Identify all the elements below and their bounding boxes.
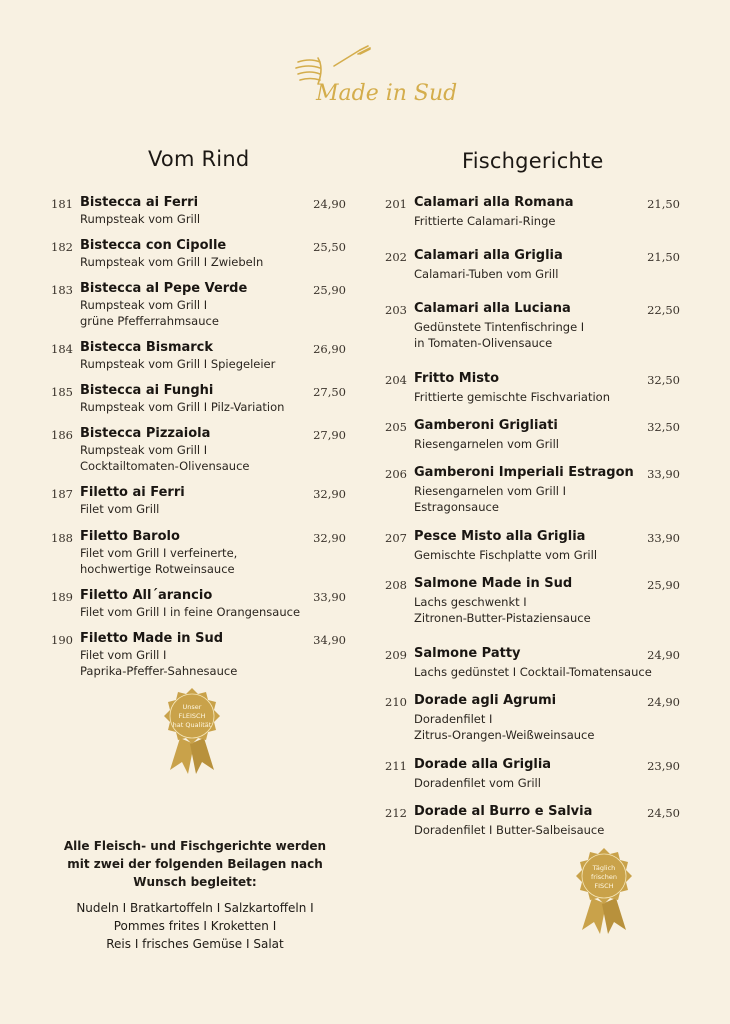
dish-description: Estragonsauce	[414, 500, 499, 514]
side-dish-list: Nudeln I Bratkartoffeln I Salzkartoffeln I Pommes frites I Kroketten I Reis I frisches Gemüse I Salat	[76, 901, 314, 951]
dish-name: Dorade alla Griglia	[414, 757, 552, 772]
item-number: 184	[51, 342, 73, 356]
dish-price: 24,50	[647, 806, 680, 820]
dish-description: Paprika-Pfeffer-Sahnesauce	[80, 664, 238, 678]
dish-price: 21,50	[647, 197, 680, 211]
dish-description: Lachs gedünstet I Cocktail-Tomatensauce	[414, 665, 652, 679]
item-number: 187	[51, 487, 73, 501]
dish-name: Calamari alla Luciana	[414, 301, 571, 316]
dish-price: 25,90	[313, 283, 346, 297]
dish-price: 26,90	[313, 342, 346, 356]
dish-price: 23,90	[647, 759, 680, 773]
item-number: 183	[51, 283, 73, 297]
dish-description: Filet vom Grill I in feine Orangensauce	[80, 605, 301, 619]
dish-description: Filet vom Grill I	[80, 648, 167, 662]
dish-price: 33,90	[313, 590, 346, 604]
dish-description: in Tomaten-Olivensauce	[414, 336, 553, 350]
item-number: 189	[51, 590, 73, 604]
dish-price: 34,90	[313, 633, 346, 647]
dish-description: Rumpsteak vom Grill	[80, 212, 201, 226]
item-number: 181	[51, 197, 73, 211]
dish-price: 33,90	[647, 467, 680, 481]
item-number: 204	[385, 373, 407, 387]
item-number: 190	[51, 633, 73, 647]
dish-name: Salmone Patty	[414, 646, 521, 661]
dish-price: 22,50	[647, 303, 680, 317]
dish-description: Doradenfilet I Butter-Salbeisauce	[414, 823, 605, 837]
dish-price: 24,90	[313, 197, 346, 211]
item-number: 207	[385, 531, 407, 545]
dish-name: Bistecca al Pepe Verde	[80, 281, 248, 296]
dish-name: Bistecca con Cipolle	[80, 238, 227, 253]
dish-name: Salmone Made in Sud	[414, 576, 573, 591]
dish-name: Gamberoni Imperiali Estragon	[414, 465, 634, 480]
dish-description: Riesengarnelen vom Grill	[414, 437, 559, 451]
dish-description: Rumpsteak vom Grill I	[80, 443, 208, 457]
dish-name: Bistecca ai Funghi	[80, 383, 214, 398]
dish-name: Pesce Misto alla Griglia	[414, 529, 586, 544]
dish-price: 24,90	[647, 695, 680, 709]
dish-name: Filetto ai Ferri	[80, 485, 185, 500]
dish-description: Lachs geschwenkt I	[414, 595, 527, 609]
dish-price: 32,90	[313, 531, 346, 545]
item-number: 208	[385, 578, 407, 592]
dish-description: Frittierte Calamari-Ringe	[414, 214, 556, 228]
badge-line: hat Qualität	[172, 721, 212, 729]
item-number: 202	[385, 250, 407, 264]
dish-description: Gemischte Fischplatte vom Grill	[414, 548, 598, 562]
item-number: 209	[385, 648, 407, 662]
dish-name: Bistecca Pizzaiola	[80, 426, 211, 441]
dish-price: 32,50	[647, 373, 680, 387]
logo-text: Made in Sud	[316, 81, 458, 106]
section-title-meat: Vom Rind	[148, 147, 250, 171]
dish-description: hochwertige Rotweinsauce	[80, 562, 235, 576]
item-number: 205	[385, 420, 407, 434]
badge-line: Täglich	[592, 864, 616, 872]
side-dish-note: Alle Fleisch- und Fischgerichte werden mit zwei der folgenden Beilagen nach Wunsch begleitet:	[63, 839, 327, 889]
dish-description: Zitronen-Butter-Pistaziensauce	[414, 611, 591, 625]
dish-name: Filetto Barolo	[80, 529, 180, 544]
item-number: 211	[385, 759, 407, 773]
dish-name: Calamari alla Griglia	[414, 248, 563, 263]
fresh-fish-badge	[572, 846, 642, 936]
dish-name: Fritto Misto	[414, 371, 500, 386]
item-number: 186	[51, 428, 73, 442]
item-number: 210	[385, 695, 407, 709]
dish-description: Frittierte gemischte Fischvariation	[414, 390, 610, 404]
dish-name: Filetto All´arancio	[80, 588, 213, 603]
item-number: 212	[385, 806, 407, 820]
item-number: 188	[51, 531, 73, 545]
dish-description: Doradenfilet I	[414, 712, 493, 726]
item-number: 182	[51, 240, 73, 254]
rosette-icon	[160, 686, 230, 776]
dish-description: Rumpsteak vom Grill I Spiegeleier	[80, 357, 276, 371]
dish-description: Zitrus-Orangen-Weißweinsauce	[414, 728, 595, 742]
dish-price: 27,90	[313, 428, 346, 442]
dish-description: Calamari-Tuben vom Grill	[414, 267, 559, 281]
dish-name: Dorade al Burro e Salvia	[414, 804, 593, 819]
dish-description: Cocktailtomaten-Olivensauce	[80, 459, 250, 473]
item-number: 203	[385, 303, 407, 317]
dish-price: 27,50	[313, 385, 346, 399]
badge-line: FISCH	[594, 882, 614, 890]
dish-description: Gedünstete Tintenfischringe I	[414, 320, 585, 334]
dish-name: Bistecca Bismarck	[80, 340, 214, 355]
item-number: 201	[385, 197, 407, 211]
dish-description: Doradenfilet vom Grill	[414, 776, 541, 790]
section-title-fish: Fischgerichte	[462, 149, 604, 173]
dish-description: Filet vom Grill	[80, 502, 160, 516]
dish-description: Rumpsteak vom Grill I Zwiebeln	[80, 255, 264, 269]
meat-quality-badge	[160, 686, 230, 776]
dish-price: 32,50	[647, 420, 680, 434]
dish-description: grüne Pfefferrahmsauce	[80, 314, 219, 328]
badge-line: frischen	[591, 873, 617, 881]
badge-line: FLEISCH	[178, 712, 206, 720]
rosette-icon	[572, 846, 642, 936]
dish-price: 33,90	[647, 531, 680, 545]
item-number: 206	[385, 467, 407, 481]
dish-price: 21,50	[647, 250, 680, 264]
dish-description: Filet vom Grill I verfeinerte,	[80, 546, 238, 560]
restaurant-logo	[290, 44, 458, 116]
item-number: 185	[51, 385, 73, 399]
dish-name: Bistecca ai Ferri	[80, 195, 199, 210]
dish-name: Dorade agli Agrumi	[414, 693, 557, 708]
dish-name: Calamari alla Romana	[414, 195, 574, 210]
dish-description: Riesengarnelen vom Grill I	[414, 484, 567, 498]
dish-price: 24,90	[647, 648, 680, 662]
dish-price: 32,90	[313, 487, 346, 501]
dish-name: Filetto Made in Sud	[80, 631, 224, 646]
dish-price: 25,90	[647, 578, 680, 592]
badge-line: Unser	[182, 703, 202, 711]
dish-description: Rumpsteak vom Grill I	[80, 298, 208, 312]
dish-description: Rumpsteak vom Grill I Pilz-Variation	[80, 400, 285, 414]
dish-price: 25,50	[313, 240, 346, 254]
dish-name: Gamberoni Grigliati	[414, 418, 558, 433]
